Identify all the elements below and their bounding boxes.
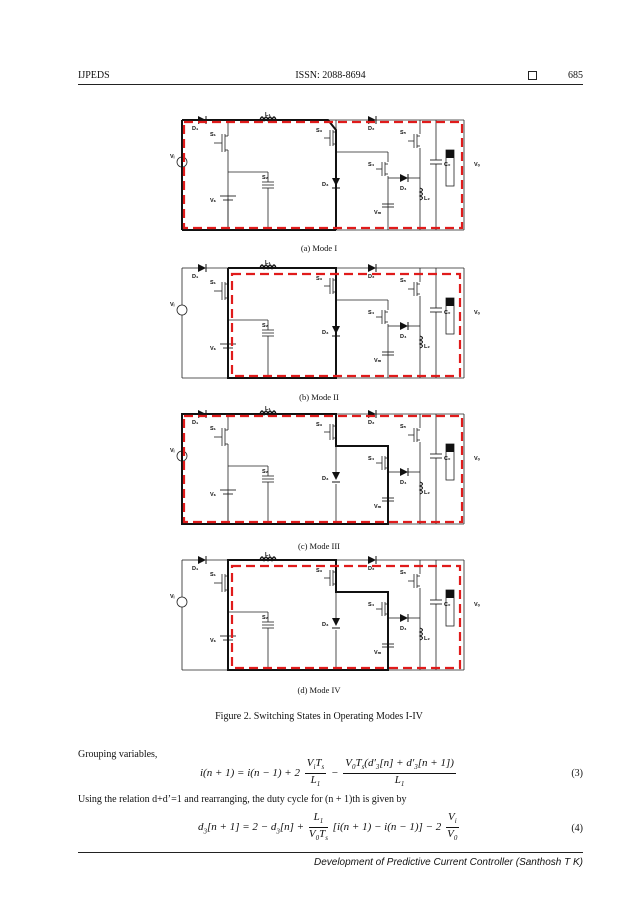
label-s3: S₃ [316,422,323,428]
issn: ISSN: 2088-8694 [295,70,366,81]
label-vo: Vₒ [474,162,480,168]
label-vo: Vₒ [474,602,480,608]
label-d1: D₁ [192,274,199,280]
label-vm: Vₘ [374,210,382,216]
caption-mode-1: (a) Mode I [300,243,338,253]
label-d3: D₃ [322,622,329,628]
label-l2: L₂ [424,344,430,350]
label-vs: Vₛ [210,346,216,352]
label-d1: D₁ [192,566,199,572]
label-d2: D₂ [368,566,375,572]
label-l2: L₂ [424,490,430,496]
circuit-diagram-mode-1 [168,112,488,246]
label-s4: S₄ [368,162,375,168]
label-s5: S₅ [400,570,407,576]
label-s5: S₅ [400,424,407,430]
footer-rule [78,852,583,853]
circuit-diagram-mode-3 [168,406,488,540]
page-footer: Development of Predictive Current Controller (Santhosh T K) [313,857,583,868]
active-current-path [228,560,388,670]
label-d2: D₂ [368,126,375,132]
paragraph-grouping: Grouping variables, [78,749,158,760]
label-s4: S₄ [368,310,375,316]
label-d1: D₁ [192,420,199,426]
label-vi: Vᵢ [170,302,175,308]
label-vs: Vₛ [210,492,216,498]
label-vs: Vₛ [210,638,216,644]
label-d2: D₂ [368,274,375,280]
equation-4: $d_3[n + 1] = 2 - d_3[n]$ + $\frac{L_1}{V_0T_s}$ [i(n + 1) − i(n − 1)] − 2 $\frac{V_i}{V_0}$ [198,811,458,843]
label-vm: Vₘ [374,358,382,364]
page-number: 685 [568,70,583,81]
label-s3: S₃ [316,276,323,282]
label-s5: S₅ [400,130,407,136]
label-d4: D₄ [400,480,407,486]
label-d4: D₄ [400,334,407,340]
label-vo: Vₒ [474,456,480,462]
label-l2: L₂ [424,636,430,642]
label-s5: S₅ [400,278,407,284]
active-current-path [228,268,336,378]
label-d3: D₃ [322,330,329,336]
label-l1: L₁ [265,112,271,118]
label-s2: S₂ [262,323,269,329]
label-d3: D₃ [322,476,329,482]
caption-mode-4: (d) Mode IV [297,685,341,695]
circuit-diagram-mode-2 [168,260,488,394]
label-vo: Vₒ [474,310,480,316]
label-l1: L₁ [265,552,271,558]
label-s3: S₃ [316,128,323,134]
page-header [78,70,583,84]
label-c0: C₀ [444,456,451,462]
label-vm: Vₘ [374,650,382,656]
circuit-diagram-mode-4 [168,552,488,686]
label-d1: D₁ [192,126,199,132]
label-vi: Vᵢ [170,154,175,160]
label-s4: S₄ [368,456,375,462]
caption-mode-2: (b) Mode II [299,392,339,402]
journal-name: IJPEDS [78,70,110,81]
label-l1: L₁ [265,260,271,266]
label-l2: L₂ [424,196,430,202]
figure-caption: Figure 2. Switching States in Operating Modes I-IV [215,711,423,722]
caption-mode-3: (c) Mode III [297,541,340,551]
label-s1: S₁ [210,132,216,138]
label-d3: D₃ [322,182,329,188]
label-d2: D₂ [368,420,375,426]
label-s2: S₂ [262,175,269,181]
header-rule [78,84,583,85]
label-vi: Vᵢ [170,594,175,600]
label-s2: S₂ [262,469,269,475]
label-s1: S₁ [210,426,216,432]
label-s1: S₁ [210,280,216,286]
label-s4: S₄ [368,602,375,608]
label-s2: S₂ [262,615,269,621]
label-vs: Vₛ [210,198,216,204]
equation-3-number: (3) [571,768,583,779]
square-icon [528,71,537,80]
label-c0: C₀ [444,310,451,316]
label-l1: L₁ [265,406,271,412]
active-current-path [182,120,336,230]
paragraph-using-relation: Using the relation d+d’=1 and rearranging, the duty cycle for (n + 1)th is given by [78,794,407,805]
label-vi: Vᵢ [170,448,175,454]
equation-3: i(n + 1) = i(n − 1) + 2 $\frac{V_iT_s}{L_1}$ − $\frac{V_0T_s(d'_3[n] + d'_3[n + 1])}{L_1}$ [200,757,454,789]
equation-4-number: (4) [571,823,583,834]
label-c0: C₀ [444,162,451,168]
label-s1: S₁ [210,572,216,578]
label-c0: C₀ [444,602,451,608]
label-vm: Vₘ [374,504,382,510]
label-s3: S₃ [316,568,323,574]
label-d4: D₄ [400,626,407,632]
label-d4: D₄ [400,186,407,192]
